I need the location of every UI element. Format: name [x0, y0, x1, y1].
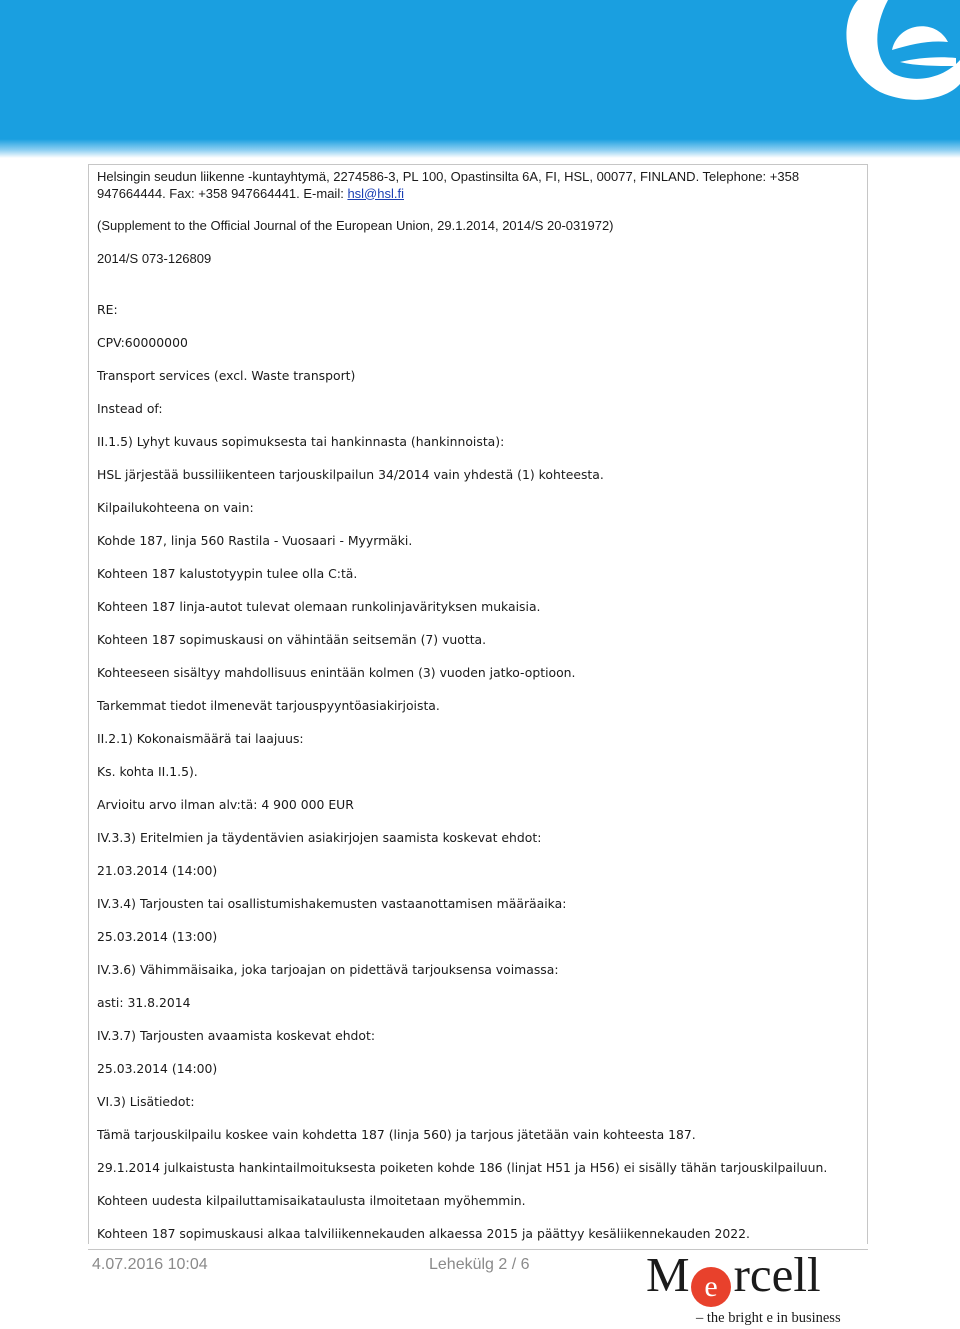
re-label: RE: — [97, 302, 118, 317]
text-line: IV.3.6) Vähimmäisaika, joka tarjoajan on pidettävä tarjouksensa voimassa: — [97, 962, 559, 977]
supplement-line: (Supplement to the Official Journal of the European Union, 29.1.2014, 2014/S 20-031972) — [97, 218, 614, 233]
text-line: Kohde 187, linja 560 Rastila - Vuosaari - Myyrmäki. — [97, 533, 413, 548]
text-line: Tämä tarjouskilpailu koskee vain kohdetta 187 (linja 560) ja tarjous jätetään vain kohteesta 187. — [97, 1127, 696, 1142]
marcell-brand-logo — [640, 1247, 870, 1329]
footer-timestamp: 4.07.2016 10:04 — [92, 1256, 208, 1273]
contracting-authority — [97, 169, 857, 202]
text-line: Kohteen 187 linja-autot tulevat olemaan runkolinjavärityksen mukaisia. — [97, 599, 541, 614]
text-line: 21.03.2014 (14:00) — [97, 863, 218, 878]
text-line: Ks. kohta II.1.5). — [97, 764, 198, 779]
brand-letter-m: M — [646, 1247, 690, 1302]
brand-e-letter: e — [704, 1270, 718, 1303]
text-line: II.1.5) Lyhyt kuvaus sopimuksesta tai hankinnasta (hankinnoista): — [97, 434, 505, 449]
text-line: 25.03.2014 (14:00) — [97, 1061, 218, 1076]
cpv-description: Transport services (excl. Waste transport) — [97, 368, 356, 383]
text-line: asti: 31.8.2014 — [97, 995, 191, 1010]
brand-wordmark — [646, 1246, 821, 1303]
text-line: 29.1.2014 julkaistusta hankintailmoituksesta poiketen kohde 186 (linjat H51 ja H56) ei sisälly tähän tarjouskilpailuun. — [97, 1160, 828, 1175]
header-band — [0, 0, 960, 158]
authority-text: Helsingin seudun liikenne -kuntayhtymä, 2274586-3, PL 100, Opastinsilta 6A, FI, HSL, 00077, FINLAND. Telephone: +358 947664444. Fax: +358 947664441. E-mail: — [97, 169, 800, 201]
text-line: Kohteen 187 sopimuskausi on vähintään seitsemän (7) vuotta. — [97, 632, 487, 647]
text-line: IV.3.3) Eritelmien ja täydentävien asiakirjojen saamista koskevat ehdot: — [97, 830, 542, 845]
cpv-code: CPV:60000000 — [97, 335, 188, 350]
text-line: II.2.1) Kokonaismäärä tai laajuus: — [97, 731, 304, 746]
text-line: Tarkemmat tiedot ilmenevät tarjouspyyntöasiakirjoista. — [97, 698, 440, 713]
footer-page-number: Lehekülg 2 / 6 — [429, 1256, 530, 1273]
email-link[interactable]: hsl@hsl.fi — [347, 185, 404, 201]
text-line: IV.3.7) Tarjousten avaamista koskevat ehdot: — [97, 1028, 376, 1043]
text-line: Kohteen 187 sopimuskausi alkaa talviliikennekauden alkaessa 2015 ja päättyy kesäliikennekauden 2022. — [97, 1226, 750, 1241]
text-line: HSL järjestää bussiliikenteen tarjouskilpailun 34/2014 vain yhdestä (1) kohteesta. — [97, 467, 604, 482]
hsl-swoosh-logo-icon — [820, 0, 960, 110]
text-line: Kilpailukohteena on vain: — [97, 500, 254, 515]
text-line: VI.3) Lisätiedot: — [97, 1094, 195, 1109]
brand-letters-rcell: rcell — [733, 1247, 821, 1302]
text-line: Arvioitu arvo ilman alv:tä: 4 900 000 EUR — [97, 797, 354, 812]
brand-tagline: – the bright e in business — [696, 1310, 841, 1326]
text-line: Kohteeseen sisältyy mahdollisuus enintään kolmen (3) vuoden jatko-optioon. — [97, 665, 576, 680]
text-line: Kohteen uudesta kilpailuttamisaikataulusta ilmoitetaan myöhemmin. — [97, 1193, 526, 1208]
text-line: IV.3.4) Tarjousten tai osallistumishakemusten vastaanottamisen määräaika: — [97, 896, 567, 911]
brand-e-circle-icon — [690, 1266, 732, 1308]
instead-of-label: Instead of: — [97, 401, 163, 416]
text-line: 25.03.2014 (13:00) — [97, 929, 218, 944]
notice-number: 2014/S 073-126809 — [97, 251, 212, 266]
text-line: Kohteen 187 kalustotyypin tulee olla C:tä. — [97, 566, 358, 581]
